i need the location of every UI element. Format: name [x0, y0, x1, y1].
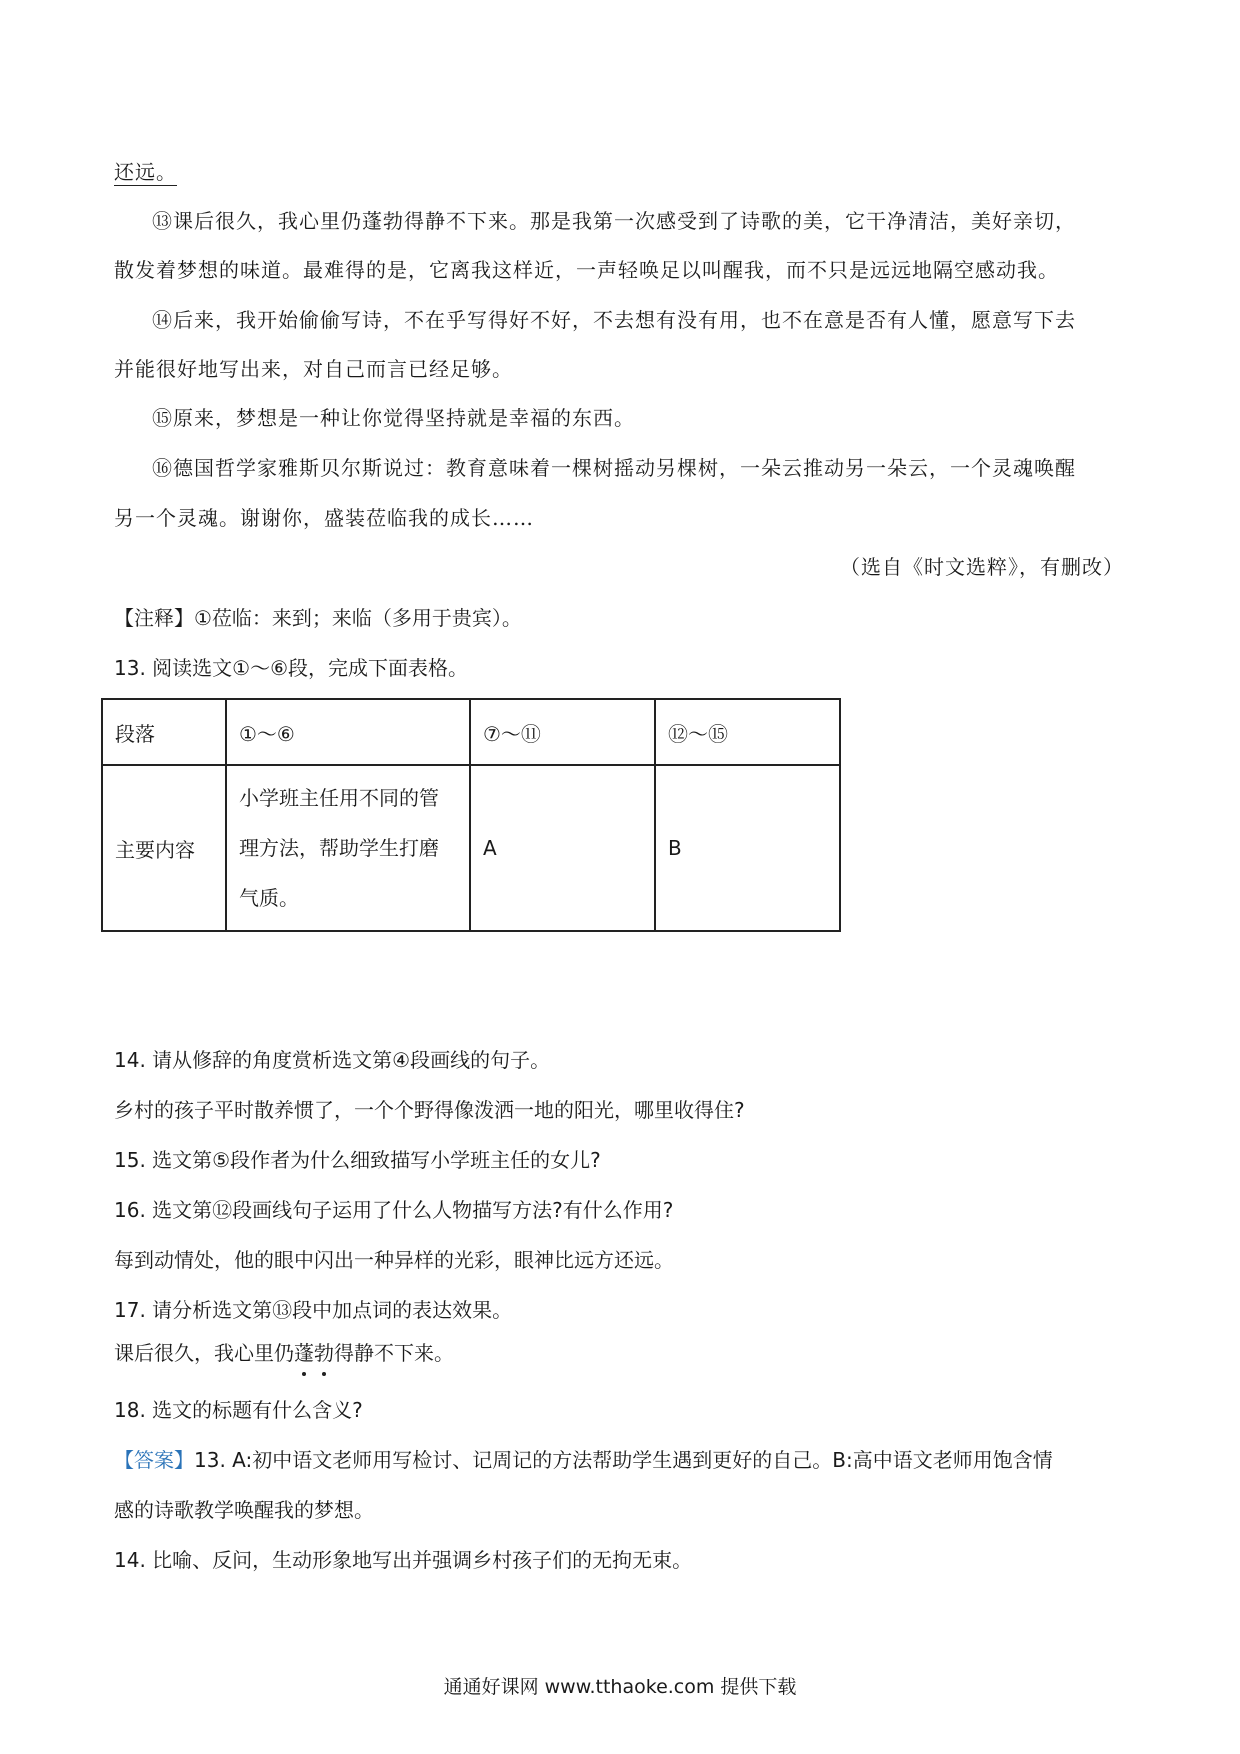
table-row-label: 主要内容 [102, 765, 226, 931]
answer-line3: 14. 比喻、反问，生动形象地写出并强调乡村孩子们的无拘无束。 [114, 1548, 693, 1572]
passage-source: （选自《时文选粹》，有删改） [840, 555, 1124, 579]
q13-table [101, 698, 841, 932]
cell-text-line: 理方法，帮助学生打磨 [239, 836, 439, 860]
cell-text-line: 小学班主任用不同的管 [239, 786, 439, 810]
note-text: ①莅临：来到；来临（多用于贵宾）。 [194, 606, 522, 630]
passage-fragment [114, 158, 177, 186]
table-cell-content [226, 765, 470, 931]
underlined-fragment: 还远。 [114, 160, 177, 184]
table-header-cell: ⑫～⑮ [655, 699, 840, 765]
dotted-char: 蓬 [294, 1341, 314, 1365]
note-line [114, 604, 522, 632]
q14-prompt: 14. 请从修辞的角度赏析选文第④段画线的句子。 [114, 1048, 551, 1072]
table-header-row [102, 699, 840, 765]
q16-prompt: 16. 选文第⑫段画线句子运用了什么人物描写方法?有什么作用? [114, 1198, 674, 1222]
page-footer: 通通好课网 www.tthaoke.com 提供下载 [443, 1676, 797, 1698]
cell-text-line: 气质。 [239, 886, 299, 910]
note-label: 【注释】 [114, 606, 194, 630]
q18-prompt: 18. 选文的标题有什么含义? [114, 1398, 363, 1422]
answer-text: 13. A:初中语文老师用写检讨、记周记的方法帮助学生遇到更好的自己。B:高中语文老师用饱含情 [194, 1448, 1053, 1472]
dotted-char: 勃 [314, 1341, 334, 1365]
table-header-cell: ⑦～⑪ [470, 699, 655, 765]
table-cell-answer-b: B [655, 765, 840, 931]
q17-prompt: 17. 请分析选文第⑬段中加点词的表达效果。 [114, 1298, 513, 1322]
answer-line2: 感的诗歌教学唤醒我的梦想。 [114, 1498, 374, 1522]
q17-quote-after: 得静不下来。 [334, 1341, 454, 1365]
table-content-row [102, 765, 840, 931]
passage-p14-line1: ⑭后来，我开始偷偷写诗，不在乎写得好不好，不去想有没有用，也不在意是否有人懂，愿意写下去 [152, 308, 1076, 332]
passage-p16-line2: 另一个灵魂。谢谢你，盛装莅临我的成长…… [114, 506, 534, 530]
answer-line1 [114, 1446, 1053, 1474]
passage-p13-line1: ⑬课后很久，我心里仍蓬勃得静不下来。那是我第一次感受到了诗歌的美，它干净清洁，美好亲切， [152, 209, 1076, 233]
answer-label: 【答案】 [114, 1448, 194, 1472]
q15-prompt: 15. 选文第⑤段作者为什么细致描写小学班主任的女儿? [114, 1148, 601, 1172]
q14-quote: 乡村的孩子平时散养惯了，一个个野得像泼洒一地的阳光，哪里收得住? [114, 1098, 745, 1122]
passage-p14-line2: 并能很好地写出来，对自己而言已经足够。 [114, 357, 513, 381]
table-header-cell: 段落 [102, 699, 226, 765]
passage-p16-line1: ⑯德国哲学家雅斯贝尔斯说过：教育意味着一棵树摇动另棵树，一朵云推动另一朵云，一个灵魂唤醒 [152, 456, 1076, 480]
passage-p13-line2: 散发着梦想的味道。最难得的是，它离我这样近，一声轻唤足以叫醒我，而不只是远远地隔空感动我。 [114, 258, 1059, 282]
table-cell-answer-a: A [470, 765, 655, 931]
table-header-cell: ①～⑥ [226, 699, 470, 765]
q13-prompt: 13. 阅读选文①～⑥段，完成下面表格。 [114, 656, 469, 680]
q17-quote-before: 课后很久，我心里仍 [114, 1341, 294, 1365]
passage-p15-line1: ⑮原来，梦想是一种让你觉得坚持就是幸福的东西。 [152, 406, 635, 430]
q16-quote: 每到动情处，他的眼中闪出一种异样的光彩，眼神比远方还远。 [114, 1248, 674, 1272]
q17-quote [114, 1339, 454, 1367]
